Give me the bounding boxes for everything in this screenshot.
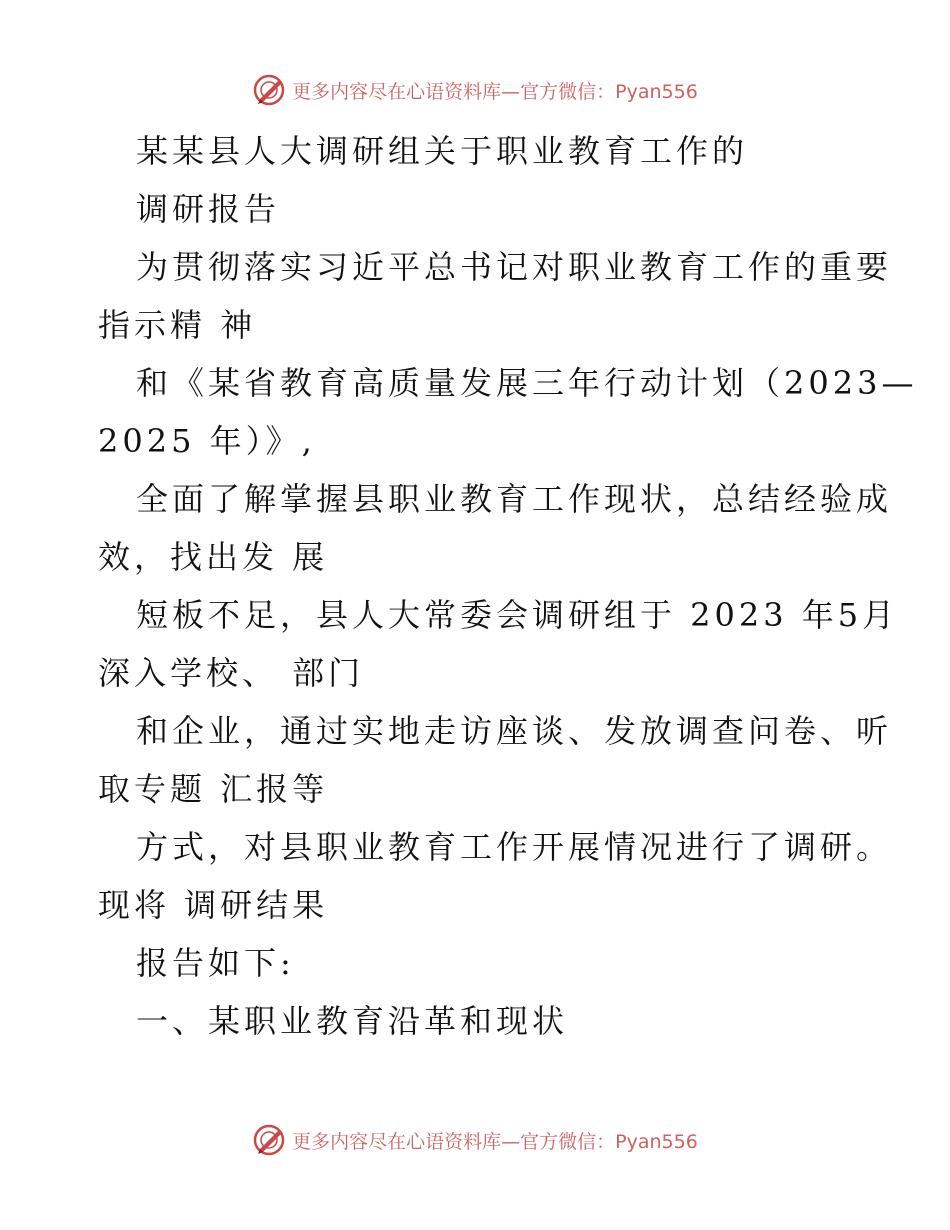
document-body [98, 122, 918, 1050]
watermark-text: 更多内容尽在心语资料库—官方微信：Pyan556 [292, 1130, 698, 1153]
text-line: 取专题 汇报等 [98, 770, 329, 808]
text-line: 效，找出发 展 [98, 538, 329, 576]
text-line: 方式，对县职业教育工作开展情况进行了调研。 [136, 828, 893, 866]
text-line: 某某县人大调研组关于职业教育工作的 [136, 132, 749, 170]
text-line: 调研报告 [136, 190, 281, 228]
text-line: 深入学校、 部门 [98, 654, 365, 692]
text-line: 2025 年）》, [98, 422, 316, 460]
text-line: 和《某省教育高质量发展三年行动计划（2023— [136, 364, 918, 402]
watermark-banner [252, 1123, 698, 1157]
text-line: 现将 调研结果 [98, 886, 329, 924]
pen-logo-icon [252, 73, 286, 107]
text-line: 报告如下: [136, 944, 295, 982]
watermark-banner [252, 73, 698, 107]
text-line: 一、某职业教育沿革和现状 [136, 1002, 569, 1040]
text-line: 指示精 神 [98, 306, 257, 344]
footer-watermark [0, 1120, 950, 1160]
text-line: 为贯彻落实习近平总书记对职业教育工作的重要 [136, 248, 893, 286]
watermark-text: 更多内容尽在心语资料库—官方微信：Pyan556 [292, 80, 698, 103]
pen-logo-icon [252, 1123, 286, 1157]
text-line: 和企业，通过实地走访座谈、发放调查问卷、听 [136, 712, 893, 750]
text-line: 短板不足，县人大常委会调研组于 2023 年5月 [136, 596, 899, 634]
text-line: 全面了解掌握县职业教育工作现状，总结经验成 [136, 480, 893, 518]
header-watermark [0, 70, 950, 110]
